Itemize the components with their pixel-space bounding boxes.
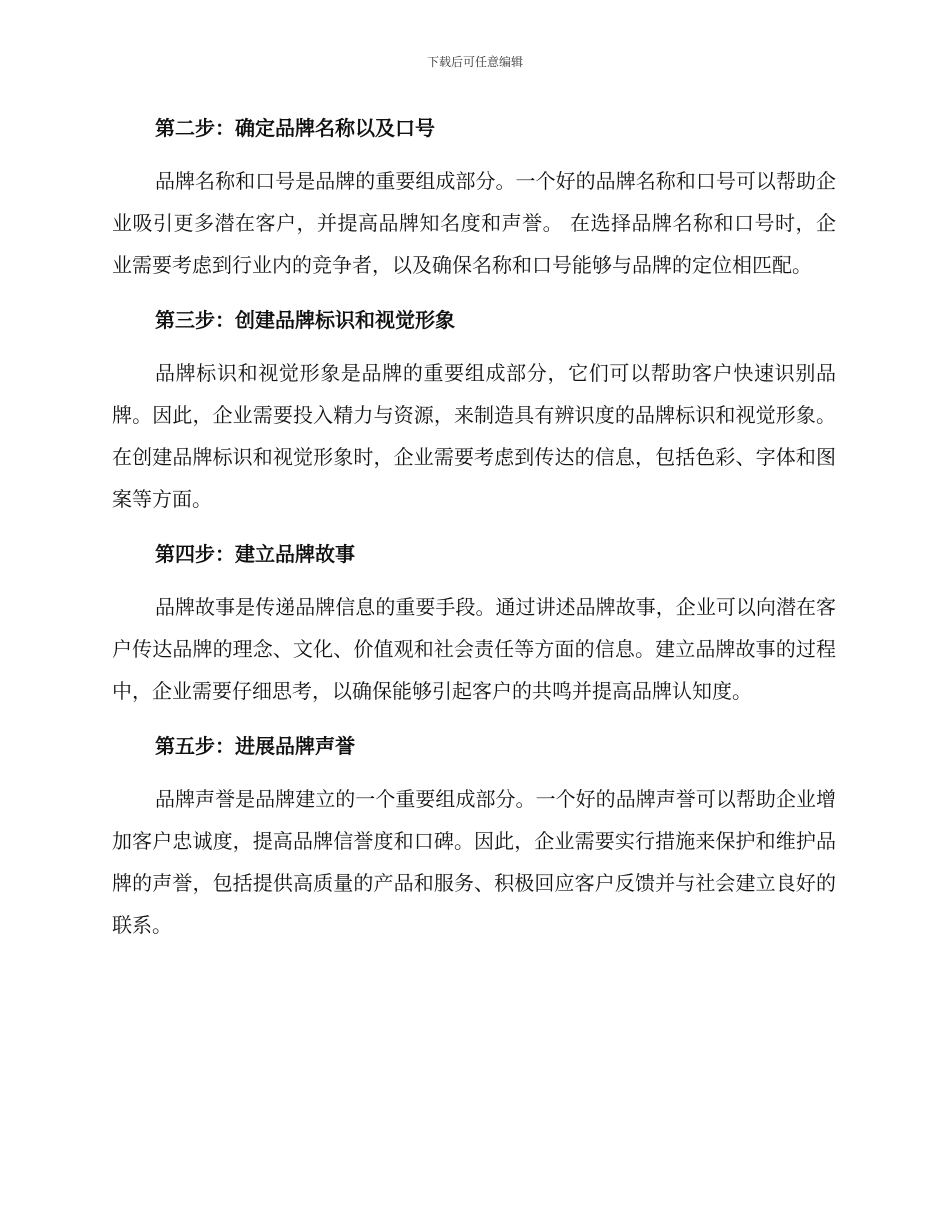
section-heading: 第二步：确定品牌名称以及口号 (155, 116, 435, 140)
section-heading: 第三步：创建品牌标识和视觉形象 (155, 308, 455, 332)
section-step-3 (112, 300, 836, 520)
document-content (112, 108, 836, 960)
section-paragraph: 品牌声誉是品牌建立的一个重要组成部分。一个好的品牌声誉可以帮助企业增加客户忠诚度，提高品牌信誉度和口碑。因此，企业需要实行措施来保护和维护品牌的声誉，包括提供高质量的产品和服务、积极回应客户反馈并与社会建立良好的联系。 (112, 787, 836, 937)
section-heading: 第五步：进展品牌声誉 (155, 734, 355, 758)
section-step-5 (112, 726, 836, 946)
section-step-4 (112, 534, 836, 712)
header-note: 下载后可任意编辑 (426, 55, 523, 69)
section-paragraph: 品牌名称和口号是品牌的重要组成部分。一个好的品牌名称和口号可以帮助企业吸引更多潜在客户，并提高品牌知名度和声誉。 在选择品牌名称和口号时，企业需要考虑到行业内的竞争者，以及确保名称和口号能够与品牌的定位相匹配。 (112, 169, 836, 277)
section-paragraph: 品牌标识和视觉形象是品牌的重要组成部分，它们可以帮助客户快速识别品牌。因此，企业需要投入精力与资源，来制造具有辨识度的品牌标识和视觉形象。 在创建品牌标识和视觉形象时，企业需要考虑到传达的信息，包括色彩、字体和图案等方面。 (112, 361, 836, 511)
section-heading: 第四步：建立品牌故事 (155, 542, 355, 566)
section-step-2 (112, 108, 836, 286)
section-paragraph: 品牌故事是传递品牌信息的重要手段。通过讲述品牌故事，企业可以向潜在客户传达品牌的理念、文化、价值观和社会责任等方面的信息。建立品牌故事的过程中，企业需要仔细思考，以确保能够引起客户的共鸣并提高品牌认知度。 (112, 595, 836, 703)
